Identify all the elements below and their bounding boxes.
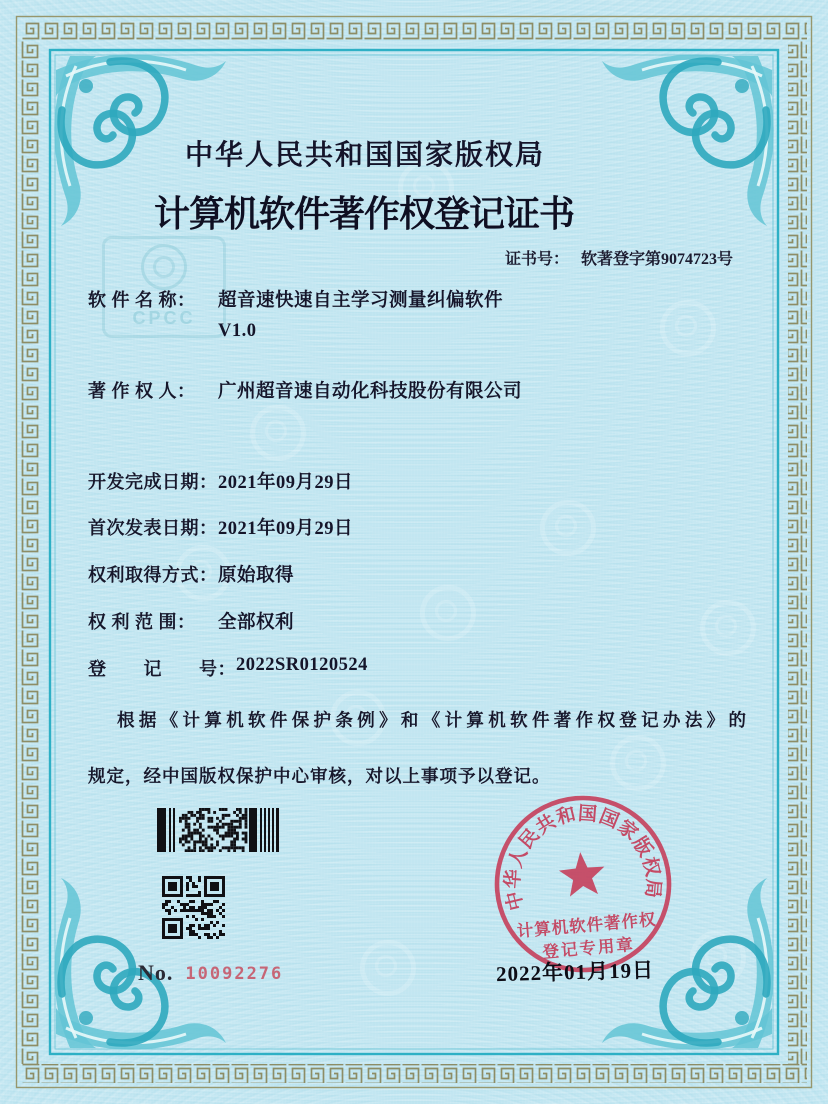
field-value bbox=[218, 286, 503, 346]
field-row-software-name bbox=[88, 286, 503, 346]
field-value: 原始取得 bbox=[218, 566, 295, 586]
field-value: 广州超音速自动化科技股份有限公司 bbox=[218, 382, 523, 402]
field-value: 2021年09月29日 bbox=[218, 473, 354, 493]
serial-prefix: No. bbox=[138, 960, 174, 985]
corner-ornament-top-right bbox=[602, 54, 774, 226]
cert-no-value: 软著登字第9074723号 bbox=[581, 251, 734, 268]
field-label: 登 记 号： bbox=[88, 659, 236, 679]
field-label: 首次发表日期： bbox=[88, 518, 218, 538]
seal-line2: 登记专用章 bbox=[541, 934, 636, 962]
seal-line1: 计算机软件著作权 bbox=[516, 909, 658, 941]
software-name-line2: V1.0 bbox=[218, 321, 257, 341]
serial-number-line bbox=[138, 960, 283, 986]
cpcc-logo-icon bbox=[141, 244, 187, 290]
field-row-registration-no bbox=[88, 655, 368, 681]
qr-code bbox=[162, 876, 225, 939]
authority-title: 中华人民共和国国家版权局 bbox=[185, 140, 546, 171]
field-row-dev-complete-date bbox=[88, 468, 353, 494]
field-row-copyright-owner bbox=[88, 377, 522, 403]
field-label: 开发完成日期： bbox=[88, 472, 218, 492]
issue-date: 2022年01月19日 bbox=[495, 957, 655, 987]
field-value: 全部权利 bbox=[218, 613, 295, 633]
certificate-number-line bbox=[505, 246, 733, 269]
outer-hairline-border bbox=[17, 17, 812, 1088]
certificate-title: 计算机软件著作权登记证书 bbox=[154, 194, 575, 234]
cert-no-label: 证书号： bbox=[505, 251, 570, 268]
barcode bbox=[157, 808, 280, 852]
field-value: 2022SR0120524 bbox=[236, 655, 368, 675]
field-label: 著 作 权 人： bbox=[88, 381, 196, 401]
cpcc-logo-text: CPCC bbox=[132, 308, 196, 328]
field-label: 权 利 范 围： bbox=[88, 612, 196, 632]
field-row-right-scope bbox=[88, 608, 294, 634]
software-name-line1: 超音速快速自主学习测量纠偏软件 bbox=[218, 291, 504, 311]
serial-number: 10092276 bbox=[185, 964, 284, 984]
seal-ring-text: 中华人民共和国国家版权局 bbox=[502, 803, 664, 913]
seal-star-icon bbox=[557, 850, 606, 897]
greek-key-border bbox=[21, 21, 807, 1083]
field-label: 权利取得方式： bbox=[88, 565, 218, 585]
statement-line1: 根据《计算机软件保护条例》和《计算机软件著作权登记办法》的 bbox=[117, 710, 746, 730]
field-value: 2021年09月29日 bbox=[218, 519, 354, 539]
field-row-first-publish-date bbox=[88, 514, 353, 540]
field-label: 软 件 名 称： bbox=[88, 290, 196, 310]
statement-line2: 规定，经中国版权保护中心审核，对以上事项予以登记。 bbox=[88, 766, 551, 786]
field-row-right-acquire-mode bbox=[88, 561, 294, 587]
